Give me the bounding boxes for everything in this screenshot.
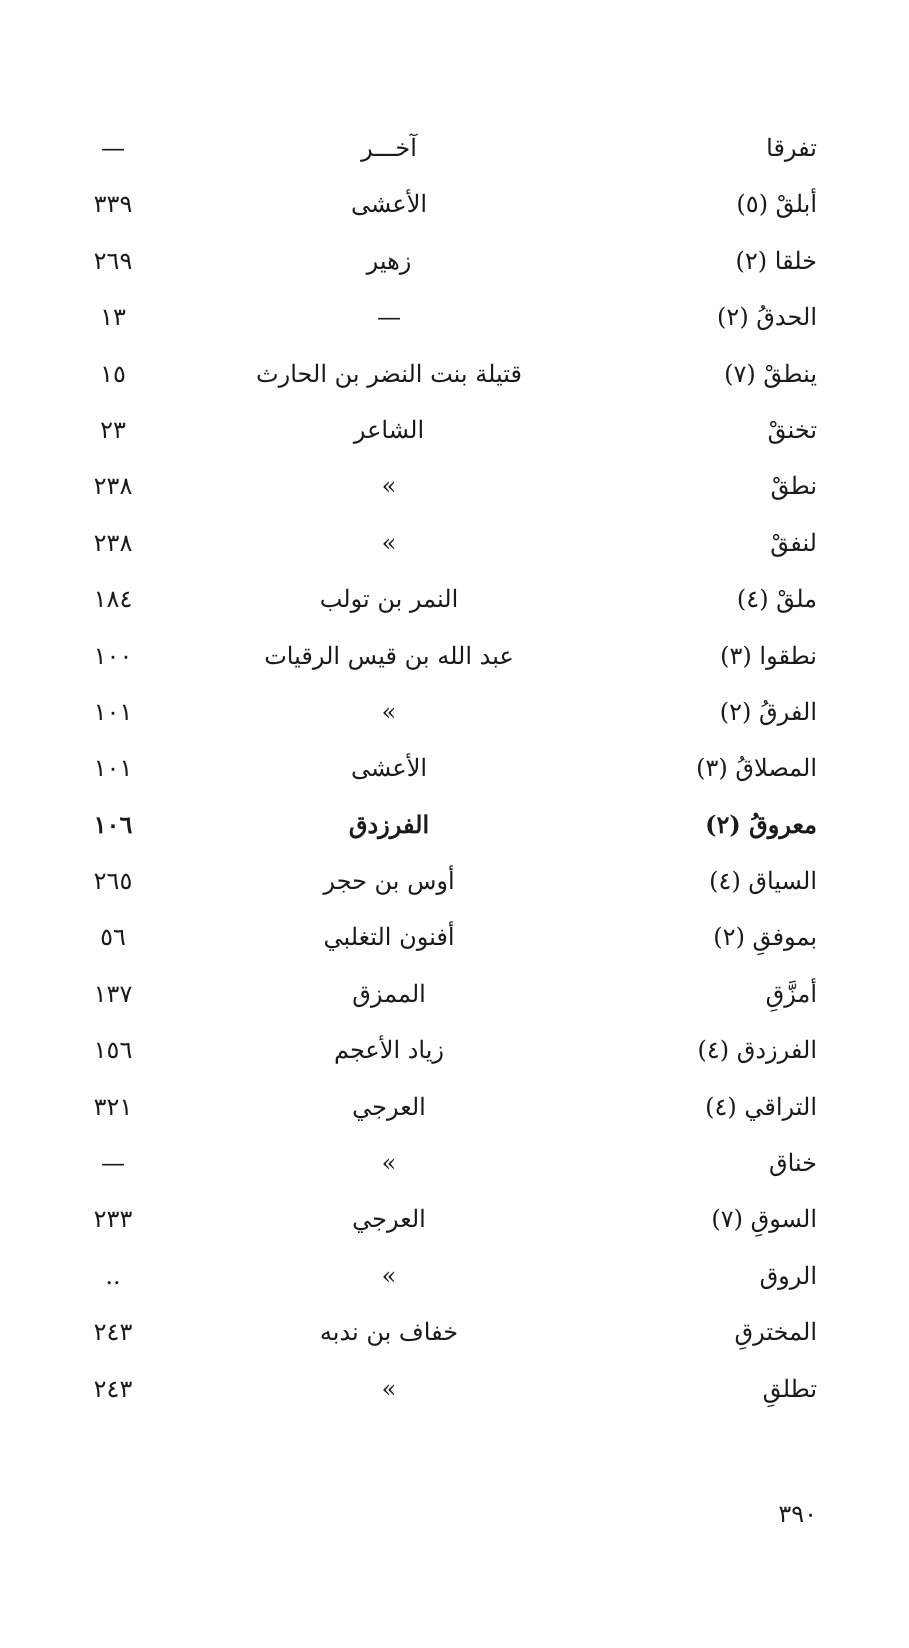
index-row [0, 128, 909, 184]
rhyme-word: خلقا (٢) [735, 246, 817, 275]
poet-name: عبد الله بن قيس الرقيات [264, 641, 514, 670]
page-ref: ١٣ [100, 303, 126, 332]
rhyme-word: نطقوا (٣) [720, 641, 817, 670]
page-ref: ٢٤٣ [93, 1374, 133, 1403]
page-ref: .. [105, 1261, 121, 1290]
poet-name: النمر بن تولب [319, 585, 459, 614]
poet-name: قتيلة بنت النضر بن الحارث [256, 359, 522, 388]
index-row [0, 579, 909, 635]
rhyme-word: المخترقِ [734, 1318, 817, 1347]
page-ref: ٣٢١ [93, 1092, 133, 1121]
index-row [0, 692, 909, 748]
page-ref: ١٠٦ [93, 809, 133, 839]
rhyme-word: المصلاقُ (٣) [696, 754, 817, 783]
poet-name: » [381, 1374, 397, 1403]
page-ref: ١٥ [100, 359, 126, 388]
rhyme-word: أبلقْ (٥) [736, 190, 817, 219]
page-ref: ٢٦٩ [93, 246, 133, 275]
page-ref: — [101, 1149, 125, 1178]
index-row [0, 636, 909, 692]
page-ref: ١٠٠ [93, 641, 133, 670]
poet-name: خفاف بن ندبه [319, 1318, 459, 1347]
poet-name: العرجي [352, 1205, 426, 1234]
index-row [0, 241, 909, 297]
page-ref: ١٠١ [93, 754, 133, 783]
index-row [0, 410, 909, 466]
rhyme-word: بموفقِ (٢) [713, 923, 817, 952]
index-row [0, 523, 909, 579]
rhyme-word: تفرقا [766, 134, 817, 162]
rhyme-word: تخنقْ [767, 415, 817, 444]
index-row [0, 805, 909, 861]
page-ref: ١٥٦ [93, 1036, 133, 1065]
poet-name: » [381, 697, 397, 726]
rhyme-word: السوقِ (٧) [711, 1205, 817, 1234]
index-row [0, 861, 909, 917]
poet-name: أفنون التغلبي [323, 923, 455, 952]
poet-name: الفرزدق [348, 809, 430, 839]
poet-name: الممزق [352, 979, 426, 1008]
index-row [0, 1312, 909, 1368]
index-row [0, 917, 909, 973]
rhyme-word: معروقُ (٢) [705, 809, 817, 839]
rhyme-word: تطلقِ [762, 1374, 817, 1403]
rhyme-word: التراقي (٤) [705, 1092, 817, 1121]
rhyme-word: أمزَّقِ [765, 979, 817, 1008]
rhyme-word: الحدقُ (٢) [717, 303, 817, 332]
page-ref: ٢٣٨ [93, 472, 133, 501]
poet-name: » [381, 1149, 397, 1178]
poet-name: الأعشى [350, 190, 428, 219]
poet-name: الأعشى [350, 754, 428, 783]
index-row [0, 974, 909, 1030]
page-ref: ١٠١ [93, 697, 133, 726]
rhyme-word: ملقْ (٤) [736, 585, 817, 614]
page-ref: ١٣٧ [93, 979, 133, 1008]
rhyme-word: لنفقْ [770, 528, 817, 557]
index-row [0, 1256, 909, 1312]
page-ref: ٥٦ [100, 923, 126, 952]
rhyme-word: الفرزدق (٤) [697, 1036, 817, 1065]
page-ref: — [101, 134, 125, 162]
index-row [0, 184, 909, 240]
rhyme-word: الروق [759, 1261, 817, 1290]
poet-name: زهير [366, 246, 412, 275]
page-ref: ٢٣٣ [93, 1205, 133, 1234]
rhyme-word: ينطقْ (٧) [724, 359, 817, 388]
index-row [0, 1030, 909, 1086]
index-row [0, 1369, 909, 1425]
poet-name: — [377, 303, 401, 332]
poet-name: » [381, 472, 397, 501]
index-row [0, 466, 909, 522]
poet-name: العرجي [352, 1092, 426, 1121]
page-ref: ٢٣ [100, 415, 126, 444]
index-row [0, 1087, 909, 1143]
page-number: ٣٩٠ [778, 1500, 817, 1528]
rhyme-word: نطقْ [770, 472, 817, 501]
poet-name: أوس بن حجر [323, 867, 455, 896]
poet-name: » [381, 1261, 397, 1290]
poet-name: الشاعر [353, 415, 425, 444]
poet-name: آخـــر [361, 134, 417, 162]
page-ref: ٢٤٣ [93, 1318, 133, 1347]
rhyme-index-table [0, 128, 909, 1425]
index-row [0, 354, 909, 410]
rhyme-word: الفرقُ (٢) [719, 697, 817, 726]
page-ref: ٢٦٥ [93, 867, 133, 896]
index-row [0, 748, 909, 804]
page-ref: ٢٣٨ [93, 528, 133, 557]
poet-name: » [381, 528, 397, 557]
rhyme-word: خناق [768, 1149, 817, 1178]
index-row [0, 1143, 909, 1199]
poet-name: زياد الأعجم [333, 1036, 445, 1065]
page-ref: ١٨٤ [93, 585, 133, 614]
index-row [0, 297, 909, 353]
page-ref: ٣٣٩ [93, 190, 133, 219]
rhyme-word: السياق (٤) [709, 867, 817, 896]
index-row [0, 1199, 909, 1255]
